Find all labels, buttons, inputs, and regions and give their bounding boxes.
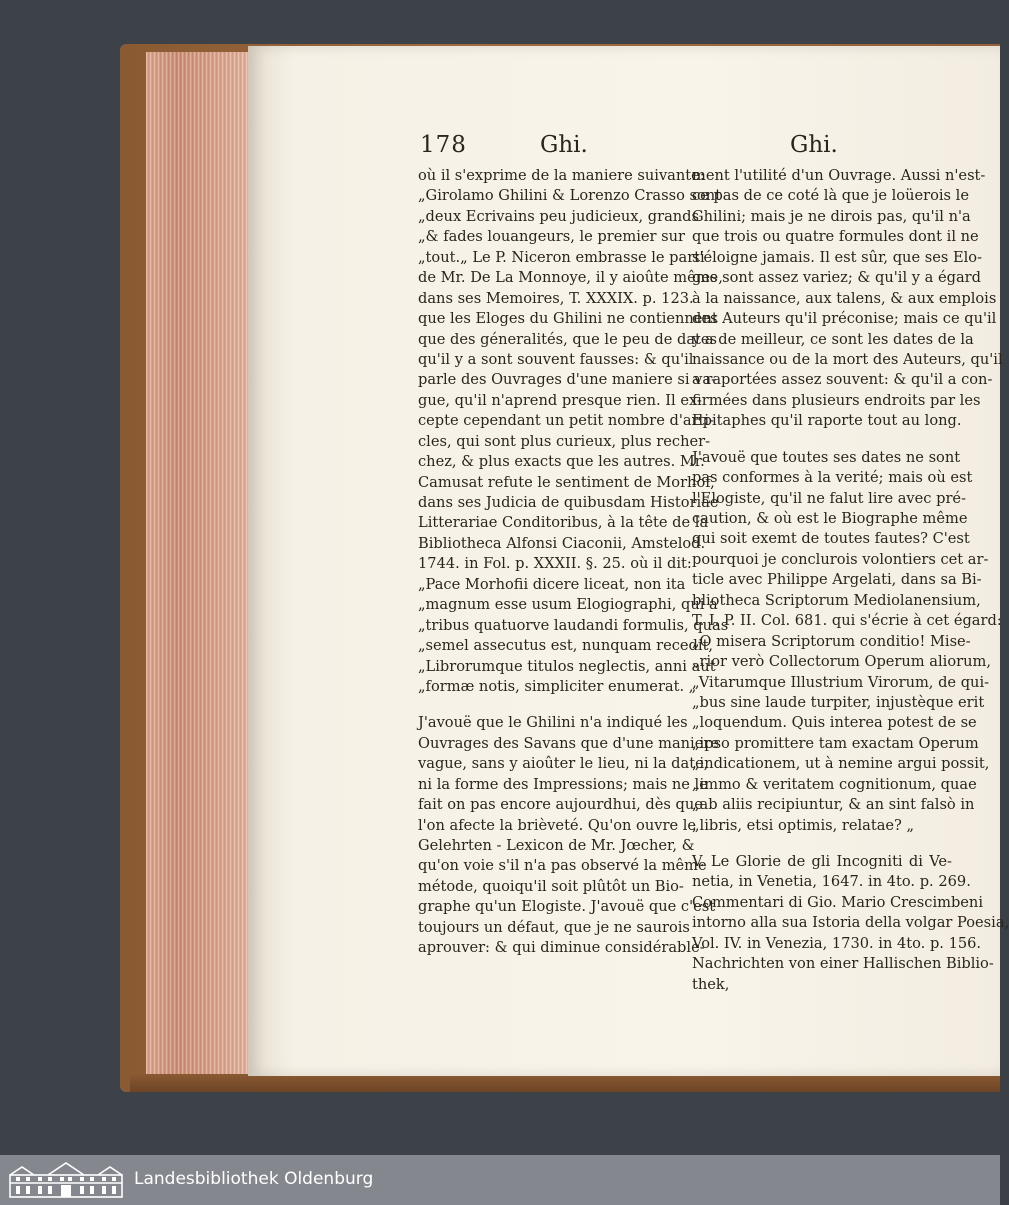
library-name[interactable]: Landesbibliothek Oldenburg bbox=[134, 1169, 374, 1189]
text-line: Litterariae Conditoribus, à la tête de la bbox=[418, 514, 709, 532]
text-line: où il s'exprime de la maniere suivante: bbox=[418, 167, 705, 184]
text-line: Bibliotheca Alfonsi Ciaconii, Amstelod. bbox=[418, 534, 706, 552]
text-line: „Girolamo Ghilini & Lorenzo Crasso sont bbox=[418, 187, 722, 205]
text-line: qui soit exemt de toutes fautes? C'est bbox=[692, 530, 970, 548]
cover-bottom-edge bbox=[130, 1074, 1000, 1092]
text-line: Ouvrages des Savans que d'une maniere bbox=[418, 734, 719, 752]
text-line: „immo & veritatem cognitionum, quae bbox=[692, 775, 977, 793]
text-line: ce pas de ce coté là que je loüerois le bbox=[692, 187, 969, 205]
text-line: „& fades louangeurs, le premier sur bbox=[418, 228, 685, 246]
text-line: Nachrichten von einer Hallischen Biblio- bbox=[692, 955, 994, 973]
footer-bar bbox=[0, 1155, 1000, 1205]
text-line: „indicationem, ut à nemine argui possit, bbox=[692, 755, 990, 773]
text-line: naissance ou de la mort des Auteurs, qu'il bbox=[692, 350, 1003, 368]
text-line: J'avouë que le Ghilini n'a indiqué les bbox=[418, 714, 688, 732]
text-line: pourquoi je conclurois volontiers cet ar- bbox=[692, 550, 989, 568]
text-line: „tout.„ Le P. Niceron embrasse le parti bbox=[418, 248, 705, 266]
text-line: J'avouë que toutes ses dates ne sont bbox=[692, 448, 961, 466]
text-line: Epitaphes qu'il raporte tout au long. bbox=[692, 412, 962, 430]
text-line: dans ses Judicia de quibusdam Historiae bbox=[418, 494, 719, 511]
text-line: Ghilini; mais je ne dirois pas, qu'il n'a bbox=[692, 207, 971, 225]
text-line: caution, & où est le Biographe même bbox=[692, 510, 968, 527]
text-line: fait on pas encore aujourdhui, dès que bbox=[418, 796, 703, 814]
text-line: „formæ notis, simpliciter enumerat. „ bbox=[418, 677, 697, 695]
paragraph-gap bbox=[418, 697, 681, 713]
text-line: parle des Ouvrages d'une maniere si va- bbox=[418, 371, 717, 389]
text-line: firmées dans plusieurs endroits par les bbox=[692, 391, 981, 409]
text-line: V. Le Glorie de gli Incogniti di Ve- bbox=[692, 853, 952, 870]
running-head-left: Ghi. bbox=[540, 132, 588, 158]
right-text-column bbox=[692, 166, 1009, 995]
text-line: ticle avec Philippe Argelati, dans sa Bi- bbox=[692, 571, 982, 589]
text-line: „Librorumque titulos neglectis, anni aut bbox=[418, 657, 716, 675]
text-line: „O misera Scriptorum conditio! Mise- bbox=[692, 632, 971, 650]
text-line: „ipso promittere tam exactam Operum bbox=[692, 734, 979, 752]
text-line: „ab aliis recipiuntur, & an sint falsò in bbox=[692, 796, 975, 814]
paragraph-gap bbox=[692, 432, 952, 448]
text-line: que des géneralités, que le peu de dates bbox=[418, 330, 718, 348]
text-line: „tribus quatuorve laudandi formulis, quas bbox=[418, 616, 729, 634]
text-line: que les Eloges du Ghilini ne contiennent bbox=[418, 310, 718, 328]
text-line: thek, bbox=[692, 975, 730, 993]
text-line: vague, sans y aioûter le lieu, ni la date, bbox=[418, 755, 709, 773]
text-line: à la naissance, aux talens, & aux emplois bbox=[692, 289, 997, 307]
text-line: de Mr. De La Monnoye, il y aioûte même, bbox=[418, 269, 723, 287]
text-line: „deux Ecrivains peu judicieux, grands bbox=[418, 207, 700, 225]
text-line: „rior verò Collectorum Operum aliorum, bbox=[692, 653, 991, 671]
text-line: „loquendum. Quis interea potest de se bbox=[692, 714, 977, 732]
text-line: chez, & plus exacts que les autres. Mr. bbox=[418, 453, 705, 471]
text-line: toujours un défaut, que je ne saurois bbox=[418, 918, 690, 936]
text-line: pas conformes à la verité; mais où est bbox=[692, 469, 973, 487]
text-line: l'on afecte la brièveté. Qu'on ouvre le bbox=[418, 816, 697, 834]
text-line: T. I. P. II. Col. 681. qui s'écrie à cet égard: bbox=[692, 612, 1002, 630]
page-edges bbox=[146, 52, 250, 1076]
library-building-logo-icon[interactable] bbox=[8, 1161, 124, 1199]
text-line: a raportées assez souvent: & qu'il a con- bbox=[692, 371, 993, 389]
text-line: intorno alla sua Istoria della volgar Poesia, bbox=[692, 914, 1009, 932]
text-line: métode, quoiqu'il soit plûtôt un Bio- bbox=[418, 877, 684, 895]
text-line: graphe qu'un Elogiste. J'avouë que c'est bbox=[418, 898, 716, 916]
text-line: ment l'utilité d'un Ouvrage. Aussi n'est- bbox=[692, 167, 986, 184]
text-line: y a de meilleur, ce sont les dates de la bbox=[692, 330, 974, 348]
left-text-column bbox=[418, 166, 729, 959]
text-line: qu'on voie s'il n'a pas observé la même bbox=[418, 857, 707, 875]
text-line: 1744. in Fol. p. XXXII. §. 25. où il dit: bbox=[418, 555, 692, 573]
text-line: qu'il y a sont souvent fausses: & qu'il bbox=[418, 350, 694, 368]
text-line: „semel assecutus est, nunquam recedit, bbox=[418, 637, 714, 655]
text-line: „Vitarumque Illustrium Virorum, de qui- bbox=[692, 673, 990, 691]
text-line: netia, in Venetia, 1647. in 4to. p. 269. bbox=[692, 873, 971, 891]
text-line: que trois ou quatre formules dont il ne bbox=[692, 228, 979, 246]
text-line: Vol. IV. in Venezia, 1730. in 4to. p. 156. bbox=[692, 934, 982, 952]
text-line: Camusat refute le sentiment de Morhof, bbox=[418, 473, 715, 491]
text-line: ges sont assez variez; & qu'il y a égard bbox=[692, 269, 981, 287]
text-line: „magnum esse usum Elogiographi, qui a bbox=[418, 596, 718, 614]
paragraph-gap bbox=[692, 836, 952, 852]
text-line: „Pace Morhofii dicere liceat, non ita bbox=[418, 575, 686, 593]
text-line: Commentari di Gio. Mario Crescimbeni bbox=[692, 893, 983, 911]
text-line: „libris, etsi optimis, relatae? „ bbox=[692, 816, 915, 834]
page-number: 178 bbox=[420, 132, 467, 158]
text-line: s'éloigne jamais. Il est sûr, que ses Elo- bbox=[692, 248, 983, 266]
running-head-right: Ghi. bbox=[790, 132, 838, 158]
text-line: Gelehrten - Lexicon de Mr. Jœcher, & bbox=[418, 837, 695, 854]
text-line: cepte cependant un petit nombre d'arti- bbox=[418, 412, 714, 430]
text-line: aprouver: & qui diminue considérable- bbox=[418, 939, 705, 957]
text-line: cles, qui sont plus curieux, plus recher- bbox=[418, 432, 711, 450]
text-line: dans ses Memoires, T. XXXIX. p. 123. bbox=[418, 289, 694, 307]
text-line: gue, qu'il n'aprend presque rien. Il ex- bbox=[418, 391, 702, 409]
text-line: bliotheca Scriptorum Mediolanensium, bbox=[692, 591, 981, 609]
text-line: des Auteurs qu'il préconise; mais ce qu'il bbox=[692, 310, 997, 328]
text-line: l'Elogiste, qu'il ne falut lire avec pré- bbox=[692, 489, 967, 507]
text-line: „bus sine laude turpiter, injustèque erit bbox=[692, 693, 985, 711]
text-line: ni la forme des Impressions; mais ne le bbox=[418, 775, 708, 793]
